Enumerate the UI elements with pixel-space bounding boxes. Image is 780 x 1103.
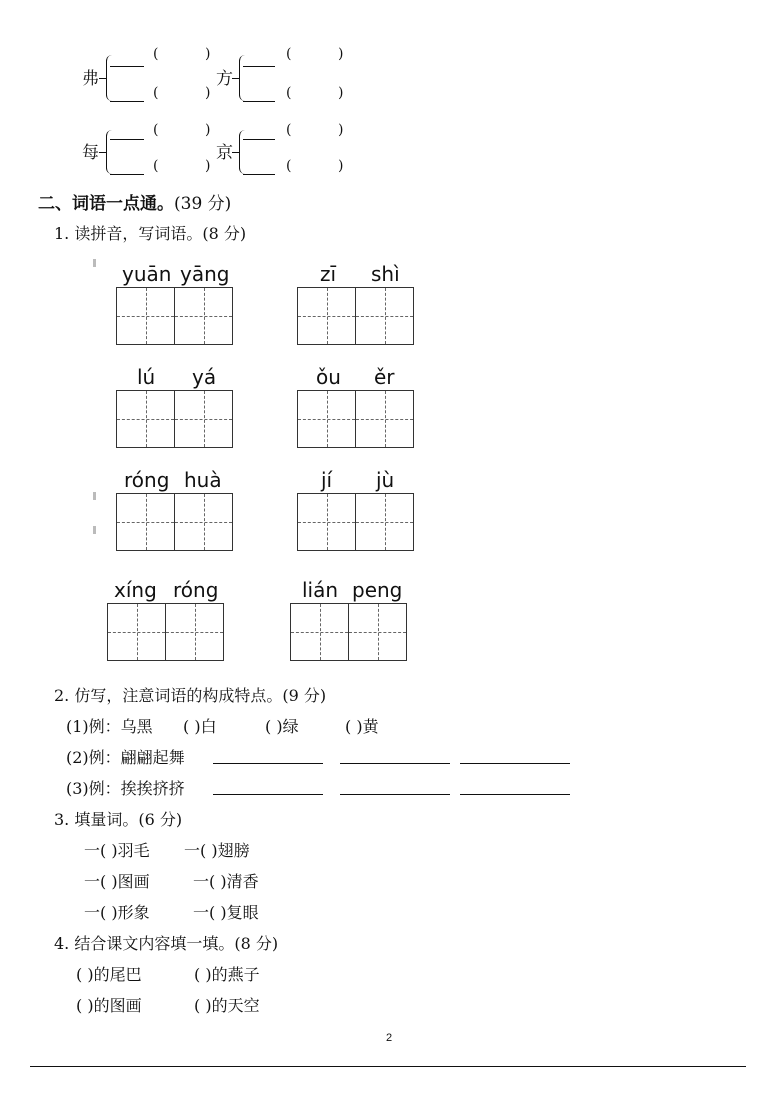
q2-blank-item[interactable]: ( )黄 — [345, 717, 379, 736]
paren-open: ( — [286, 122, 292, 138]
answer-blank[interactable] — [460, 763, 570, 764]
paren-close: ) — [205, 158, 211, 174]
question-3-title: 3. 填量词。(6 分) — [54, 810, 183, 829]
pinyin: róng — [173, 578, 219, 602]
scan-mark — [93, 492, 96, 500]
pinyin: ǒu — [316, 365, 341, 389]
blank[interactable] — [110, 174, 144, 175]
blank[interactable] — [110, 101, 144, 102]
writing-grid[interactable] — [297, 287, 414, 345]
answer-blank[interactable] — [340, 794, 450, 795]
paren-close: ) — [338, 122, 344, 138]
pinyin: róng — [124, 468, 170, 492]
writing-grid[interactable] — [297, 493, 414, 551]
paren-open: ( — [153, 85, 159, 101]
writing-grid[interactable] — [107, 603, 224, 661]
fill-in-item[interactable]: ( )的尾巴 — [76, 965, 142, 984]
pinyin: xíng — [114, 578, 157, 602]
q2-line-1 — [66, 714, 153, 737]
char-label: 方 — [216, 69, 233, 89]
writing-grid[interactable] — [116, 390, 233, 448]
answer-blank[interactable] — [213, 763, 323, 764]
pinyin: jí — [321, 468, 333, 492]
paren-open: ( — [153, 158, 159, 174]
paren-close: ) — [338, 85, 344, 101]
pinyin: huà — [184, 468, 222, 492]
blank[interactable] — [110, 139, 144, 140]
q2-example-label: (1)例：乌黑 — [66, 717, 153, 736]
question-2-title: 2. 仿写，注意词语的构成特点。(9 分) — [54, 686, 327, 705]
writing-grid[interactable] — [290, 603, 407, 661]
scan-mark — [93, 526, 96, 534]
question-4-title: 4. 结合课文内容填一填。(8 分) — [54, 934, 279, 953]
measure-word-item[interactable]: 一( )形象 — [84, 903, 150, 922]
blank[interactable] — [243, 174, 275, 175]
fill-in-item[interactable]: ( )的天空 — [194, 996, 260, 1015]
paren-close: ) — [205, 122, 211, 138]
blank[interactable] — [243, 139, 275, 140]
paren-open: ( — [286, 85, 292, 101]
section-heading — [38, 189, 231, 214]
paren-close: ) — [205, 85, 211, 101]
blank[interactable] — [243, 101, 275, 102]
paren-close: ) — [338, 158, 344, 174]
question-1-title: 1. 读拼音，写词语。(8 分) — [54, 224, 247, 243]
pinyin: lú — [137, 365, 156, 389]
section-title: 二、词语一点通。 — [38, 194, 174, 214]
pinyin: ěr — [374, 365, 395, 389]
writing-grid[interactable] — [116, 287, 233, 345]
pinyin: jù — [376, 468, 395, 492]
blank[interactable] — [110, 66, 144, 67]
pinyin: shì — [371, 262, 400, 286]
writing-grid[interactable] — [116, 493, 233, 551]
paren-close: ) — [205, 46, 211, 62]
page-number: 2 — [386, 1032, 393, 1044]
measure-word-item[interactable]: 一( )羽毛 — [84, 841, 150, 860]
paren-open: ( — [286, 158, 292, 174]
paren-open: ( — [153, 46, 159, 62]
measure-word-item[interactable]: 一( )清香 — [193, 872, 259, 891]
pinyin: lián — [302, 578, 339, 602]
pinyin: yāng — [180, 262, 230, 286]
blank[interactable] — [243, 66, 275, 67]
paren-open: ( — [153, 122, 159, 138]
char-label: 弗 — [82, 69, 99, 89]
answer-blank[interactable] — [460, 794, 570, 795]
measure-word-item[interactable]: 一( )复眼 — [193, 903, 259, 922]
char-label: 京 — [216, 143, 233, 163]
q2-example-label: (2)例：翩翩起舞 — [66, 748, 185, 767]
pinyin: peng — [352, 578, 403, 602]
paren-open: ( — [286, 46, 292, 62]
brace — [106, 55, 113, 101]
pinyin: yá — [192, 365, 217, 389]
pinyin: zī — [320, 262, 337, 286]
q2-blank-item[interactable]: ( )绿 — [265, 717, 299, 736]
q2-example-label: (3)例：挨挨挤挤 — [66, 779, 185, 798]
answer-blank[interactable] — [340, 763, 450, 764]
brace — [239, 130, 246, 174]
footer-divider — [30, 1066, 746, 1067]
pinyin: yuān — [122, 262, 172, 286]
fill-in-item[interactable]: ( )的图画 — [76, 996, 142, 1015]
writing-grid[interactable] — [297, 390, 414, 448]
answer-blank[interactable] — [213, 794, 323, 795]
measure-word-item[interactable]: 一( )翅膀 — [184, 841, 250, 860]
brace — [239, 55, 246, 101]
measure-word-item[interactable]: 一( )图画 — [84, 872, 150, 891]
char-label: 每 — [82, 143, 99, 163]
fill-in-item[interactable]: ( )的燕子 — [194, 965, 260, 984]
paren-close: ) — [338, 46, 344, 62]
q2-blank-item[interactable]: ( )白 — [183, 717, 217, 736]
scan-mark — [93, 259, 96, 267]
brace — [106, 130, 113, 174]
section-score: (39 分) — [174, 194, 232, 214]
